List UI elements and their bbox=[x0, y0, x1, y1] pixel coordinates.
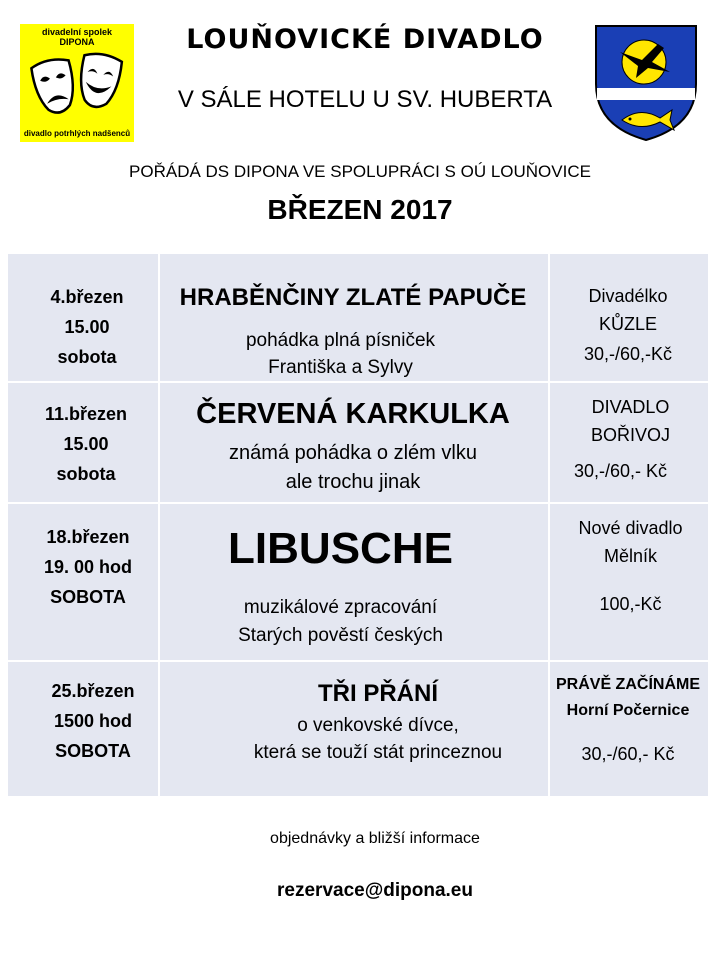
event-description: muzikálové zpracování Starých pověstí českých bbox=[238, 597, 443, 646]
table-row bbox=[8, 254, 708, 381]
table-row bbox=[8, 383, 708, 502]
table-row bbox=[8, 662, 708, 796]
organizer-line: POŘÁDÁ DS DIPONA VE SPOLUPRÁCI S OÚ LOUŇOVICE bbox=[129, 162, 591, 181]
theatre-masks-icon bbox=[28, 50, 126, 124]
event-venue: DIVADLO BOŘIVOJ bbox=[590, 397, 670, 445]
contact-label: objednávky a bližší informace bbox=[270, 830, 480, 847]
table-row bbox=[8, 504, 708, 660]
event-venue: PRÁVĚ ZAČÍNÁME Horní Počernice bbox=[555, 676, 700, 719]
event-title: HRABĚNČINY ZLATÉ PAPUČE bbox=[179, 284, 527, 311]
event-date: 4.březen 15.00 sobota bbox=[50, 287, 124, 367]
event-price: 30,-/60,-Kč bbox=[583, 344, 673, 364]
page-title: LOUŇOVICKÉ DIVADLO bbox=[186, 24, 544, 55]
logo-text-top: divadelní spolek bbox=[41, 27, 113, 37]
event-description: pohádka plná písniček Františka a Sylvy bbox=[245, 330, 436, 378]
event-venue: Divadélko KŮZLE bbox=[588, 286, 668, 334]
dipona-logo bbox=[20, 24, 134, 142]
event-date: 18.březen 19. 00 hod SOBOTA bbox=[43, 527, 133, 607]
event-price: 100,-Kč bbox=[599, 594, 662, 614]
event-price: 30,-/60,- Kč bbox=[573, 461, 668, 481]
contact-email: rezervace@dipona.eu bbox=[277, 880, 473, 901]
event-price: 30,-/60,- Kč bbox=[581, 744, 675, 764]
event-date: 25.březen 1500 hod SOBOTA bbox=[51, 681, 135, 761]
event-title: ČERVENÁ KARKULKA bbox=[196, 398, 510, 430]
logo-text-name: DIPONA bbox=[59, 37, 95, 47]
event-title: TŘI PŘÁNÍ bbox=[318, 680, 438, 707]
event-date: 11.březen 15.00 sobota bbox=[44, 404, 128, 484]
logo-text-bottom: divadlo potrhlých nadšenců bbox=[23, 129, 131, 138]
program-month: BŘEZEN 2017 bbox=[267, 194, 453, 225]
page-subtitle: V SÁLE HOTELU U SV. HUBERTA bbox=[177, 86, 553, 113]
program-table bbox=[8, 254, 708, 796]
coat-of-arms-eagle-fish-icon bbox=[592, 22, 700, 144]
event-title: LIBUSCHE bbox=[228, 524, 453, 573]
event-description: známá pohádka o zlém vlku ale trochu jinak bbox=[229, 442, 477, 493]
event-description: o venkovské dívce, která se touží stát princeznou bbox=[253, 715, 503, 763]
event-venue: Nové divadlo Mělník bbox=[578, 518, 683, 566]
